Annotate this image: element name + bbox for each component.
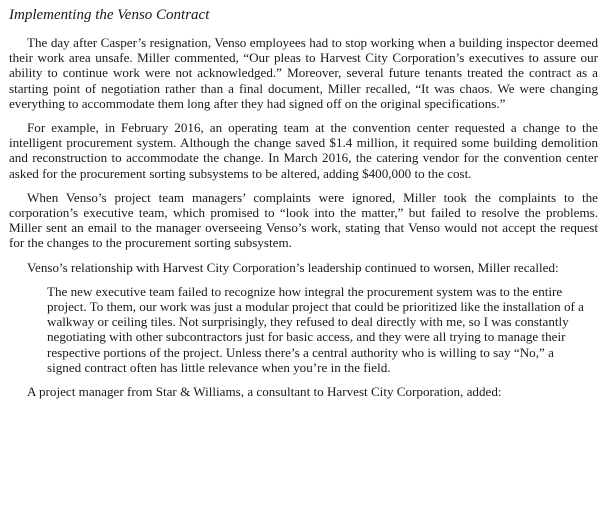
paragraph-change-requests: For example, in February 2016, an operating team at the convention center requested a change to the intelligent procurement system. Although the change saved $1.4 million, it required some building demolition and reconstruction to accommodate the change. In March 2016, the catering vendor for the convention center asked for the procurement sorting subsystems to be altered, adding $400,000 to the cost.	[9, 120, 598, 181]
block-quote	[47, 284, 586, 375]
section-heading: Implementing the Venso Contract	[9, 7, 210, 23]
paragraph-closing: A project manager from Star & Williams, a consultant to Harvest City Corporation, added:	[27, 384, 502, 400]
block-quote-text: The new executive team failed to recognize how integral the procurement system was to the entire project. To them, our work was just a modular project that could be prioritized like the installation of a walkway or ceiling tiles. Not surprisingly, they refused to deal directly with me, so I was constantly negotiating with other subcontractors just for basic access, and they were all trying to manage their respective portions of the project. Unless there’s a central authority who is willing to say “No,” a signed contract often has little relevance when you’re in the field.	[47, 283, 584, 375]
paragraph-complaints: When Venso’s project team managers’ complaints were ignored, Miller took the complaints to the corporation’s executive team, which promised to “look into the matter,” but failed to resolve the problems. Miller sent an email to the manager overseeing Venso’s work, stating that Venso would not accept the request for the changes to the procurement sorting subsystem.	[9, 189, 598, 251]
paragraph-relationship: Venso’s relationship with Harvest City Corporation’s leadership continued to worsen, Miller recalled:	[27, 259, 559, 275]
document-page	[9, 6, 598, 408]
paragraph-resignation: The day after Casper’s resignation, Venso employees had to stop working when a building inspector deemed their work area unsafe. Miller commented, “Our pleas to Harvest City Corporation’s executives to assure our ability to continue work were not acknowledged.” Moreover, several future tenants treated the contract as a starting point of negotiation rather than a final document, Miller recalled, “It was chaos. We were changing everything to accommodate them long after they had signed off on the original specifications.”	[9, 35, 598, 111]
